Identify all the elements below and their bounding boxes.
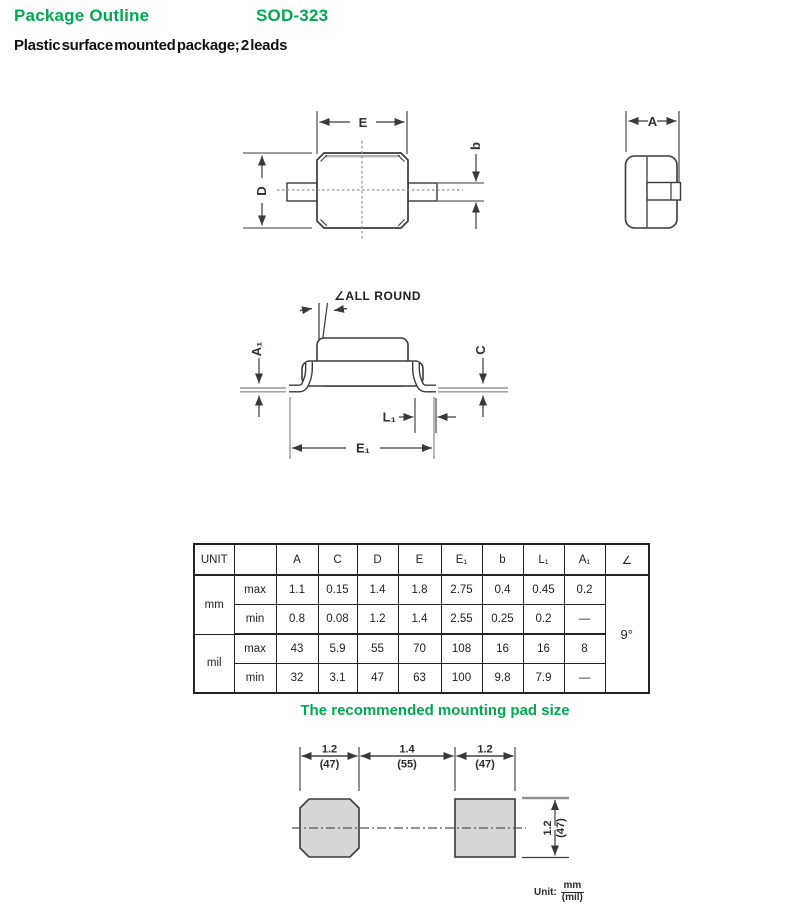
package-body-end <box>626 156 681 228</box>
value-cell: 16 <box>523 634 564 664</box>
limit-cell: max <box>234 575 276 605</box>
limit-cell: max <box>234 634 276 664</box>
angle-value-cell: 9° <box>605 575 649 693</box>
table-row-mm-max <box>194 575 649 605</box>
value-cell: 43 <box>276 634 318 664</box>
value-cell: 0.2 <box>523 605 564 635</box>
table-row-mm-min <box>194 605 649 635</box>
header-e1: E₁ <box>441 544 482 575</box>
table-row-mil-min <box>194 664 649 694</box>
header-b: b <box>482 544 523 575</box>
value-cell: 1.4 <box>398 605 441 635</box>
table-row-mil-max <box>194 634 649 664</box>
pad-dim-left-mm: 1.2 <box>321 743 338 756</box>
dim-label-c: C <box>473 345 488 355</box>
dim-l1-extension-lines <box>415 398 436 433</box>
value-cell: 3.1 <box>318 664 357 694</box>
value-cell: 108 <box>441 634 482 664</box>
pad-height-mm: 1.2 <box>542 820 554 836</box>
value-cell: 9.8 <box>482 664 523 694</box>
value-cell: 32 <box>276 664 318 694</box>
unit-mil: (mil) <box>561 891 583 903</box>
value-cell: 16 <box>482 634 523 664</box>
end-view-drawing <box>588 98 710 242</box>
value-cell: 7.9 <box>523 664 564 694</box>
dim-label-b: b <box>468 142 483 150</box>
header-l1: L₁ <box>523 544 564 575</box>
unit-mm-cell: mm <box>194 575 234 634</box>
header-d: D <box>357 544 398 575</box>
pad-dim-right-mm: 1.2 <box>477 743 493 756</box>
value-cell: 2.55 <box>441 605 482 635</box>
page-subtitle: Plastic surface mounted package; 2 leads <box>14 37 288 54</box>
value-cell: — <box>564 605 605 635</box>
value-cell: 100 <box>441 664 482 694</box>
pad-dim-left-mil: (47) <box>319 758 340 771</box>
seating-plane-lines <box>240 388 508 459</box>
value-cell: 8 <box>564 634 605 664</box>
value-cell: 0.25 <box>482 605 523 635</box>
header-e: E <box>398 544 441 575</box>
dim-label-e: E <box>358 115 368 130</box>
page-title: Package Outline <box>14 6 150 25</box>
mounting-pad-drawing <box>278 733 622 877</box>
value-cell: 0.2 <box>564 575 605 605</box>
value-cell: 1.2 <box>357 605 398 635</box>
header-angle: ∠ <box>605 544 649 575</box>
pad-height-mil: (47) <box>555 818 567 838</box>
dim-label-e1: E₁ <box>355 440 371 456</box>
value-cell: 1.1 <box>276 575 318 605</box>
value-cell: 70 <box>398 634 441 664</box>
unit-note <box>534 881 584 903</box>
table-header-row <box>194 544 649 575</box>
value-cell: 55 <box>357 634 398 664</box>
header-c: C <box>318 544 357 575</box>
top-view-drawing <box>238 98 490 250</box>
unit-fraction <box>561 881 584 903</box>
value-cell: 0.45 <box>523 575 564 605</box>
pad-dim-right-mil: (47) <box>475 758 495 771</box>
dim-label-a1: A₁ <box>249 341 264 357</box>
limit-cell: min <box>234 664 276 694</box>
value-cell: — <box>564 664 605 694</box>
value-cell: 2.75 <box>441 575 482 605</box>
value-cell: 0.15 <box>318 575 357 605</box>
side-view-drawing <box>238 283 510 469</box>
value-cell: 0.4 <box>482 575 523 605</box>
dim-label-l1: L₁ <box>382 409 396 425</box>
dimension-table <box>193 543 650 694</box>
value-cell: 0.08 <box>318 605 357 635</box>
package-name: SOD-323 <box>256 6 329 25</box>
header-a1: A₁ <box>564 544 605 575</box>
unit-note-label: Unit: <box>534 886 557 898</box>
unit-mm: mm <box>561 881 584 893</box>
unit-mil-cell: mil <box>194 634 234 693</box>
value-cell: 1.4 <box>357 575 398 605</box>
value-cell: 0.8 <box>276 605 318 635</box>
pad-dim-mid-mil: (55) <box>397 758 417 771</box>
dim-b-extension-lines <box>438 183 484 201</box>
dim-label-d: D <box>254 186 269 196</box>
value-cell: 63 <box>398 664 441 694</box>
package-body-side <box>302 338 423 386</box>
value-cell: 47 <box>357 664 398 694</box>
mounting-pad-heading: The recommended mounting pad size <box>300 702 570 719</box>
value-cell: 1.8 <box>398 575 441 605</box>
header-blank <box>234 544 276 575</box>
limit-cell: min <box>234 605 276 635</box>
header-a: A <box>276 544 318 575</box>
all-round-note: ∠ALL ROUND <box>334 289 422 303</box>
header-unit: UNIT <box>194 544 234 575</box>
value-cell: 5.9 <box>318 634 357 664</box>
pad-dim-mid-mm: 1.4 <box>399 743 415 756</box>
dim-label-a: A <box>647 114 658 129</box>
